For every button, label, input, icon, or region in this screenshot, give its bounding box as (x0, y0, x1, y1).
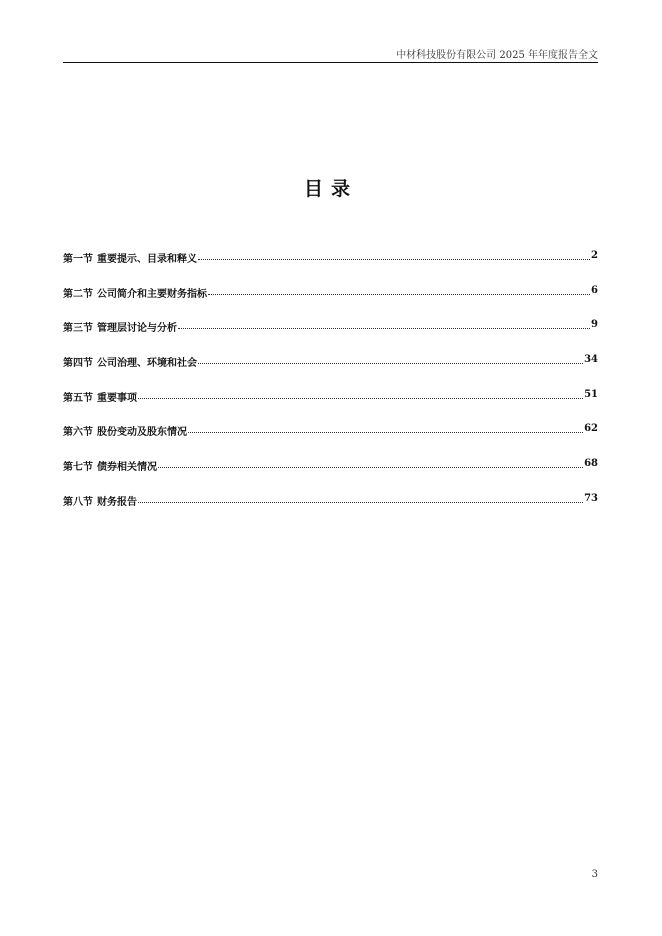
toc-entry-page: 51 (584, 388, 598, 400)
toc-dot-leader (208, 285, 590, 295)
toc-dot-leader (138, 389, 583, 399)
toc-dot-leader (178, 319, 590, 329)
toc-title: 目录 (303, 178, 358, 200)
toc-entry-page: 9 (591, 319, 598, 331)
toc-entry-number: 第八节 (63, 496, 93, 508)
toc-entry-number: 第四节 (63, 358, 93, 370)
toc-dot-leader (188, 423, 583, 433)
toc-entry-number: 第五节 (63, 392, 93, 404)
toc-entry-label: 重要事项 (97, 392, 137, 404)
toc-entry-1[interactable] (63, 250, 598, 285)
page-number: 3 (591, 869, 598, 880)
toc-entry-page: 34 (584, 354, 598, 366)
toc-entry-label: 公司简介和主要财务指标 (97, 288, 207, 300)
toc-entry-label: 债券相关情况 (97, 462, 157, 474)
toc-entry-6[interactable] (63, 423, 598, 458)
toc-entry-label: 股份变动及股东情况 (97, 427, 187, 439)
toc-entry-number: 第一节 (63, 254, 93, 265)
toc-dot-leader (158, 458, 583, 468)
toc-entry-number: 第六节 (63, 427, 93, 439)
toc-dot-leader (198, 250, 590, 260)
toc-entry-4[interactable] (63, 354, 598, 389)
toc-entry-label: 重要提示、目录和释义 (97, 254, 197, 265)
toc-entry-label: 财务报告 (97, 496, 137, 508)
toc-entry-number: 第三节 (63, 323, 93, 335)
toc-entry-7[interactable] (63, 458, 598, 493)
toc-entry-8[interactable] (63, 493, 598, 528)
toc-entry-page: 68 (584, 458, 598, 470)
toc-dot-leader (138, 493, 583, 503)
toc-entry-label: 公司治理、环境和社会 (97, 358, 197, 370)
toc-entry-page: 62 (584, 423, 598, 435)
toc-list (63, 250, 598, 528)
toc-entry-number: 第七节 (63, 462, 93, 474)
toc-entry-2[interactable] (63, 285, 598, 320)
toc-entry-page: 2 (591, 250, 598, 261)
toc-entry-label: 管理层讨论与分析 (97, 323, 177, 335)
toc-entry-page: 73 (584, 492, 598, 504)
toc-entry-5[interactable] (63, 389, 598, 424)
page-header (63, 44, 598, 63)
header-title: 中材科技股份有限公司 2025 年年度报告全文 (396, 50, 598, 61)
toc-entry-number: 第二节 (63, 288, 93, 300)
toc-entry-3[interactable] (63, 319, 598, 354)
toc-dot-leader (198, 354, 583, 364)
toc-entry-page: 6 (591, 284, 598, 296)
